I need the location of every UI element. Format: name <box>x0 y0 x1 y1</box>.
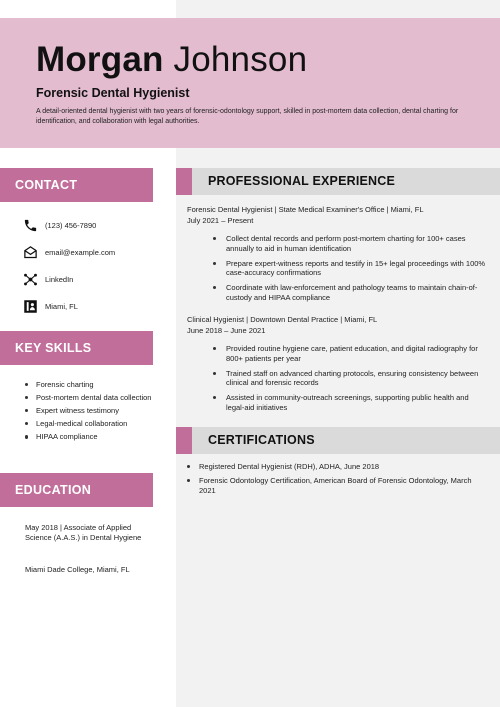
skill-item: HIPAA compliance <box>25 432 155 442</box>
education-school: Miami Dade College, Miami, FL <box>25 565 130 574</box>
certification-item: Registered Dental Hygienist (RDH), ADHA, June 2018 <box>187 462 487 472</box>
certifications-heading: CERTIFICATIONS <box>208 433 315 447</box>
contact-email <box>22 244 115 260</box>
education-heading: EDUCATION <box>0 473 153 507</box>
job-bullet: Trained staff on advanced charting protocols, ensuring consistency between clinical and forensic records <box>213 369 487 389</box>
job-bullet: Collect dental records and perform post-mortem charting for 100+ cases annually to aid in human identification <box>213 234 487 254</box>
experience-heading: PROFESSIONAL EXPERIENCE <box>208 174 396 188</box>
skills-heading: KEY SKILLS <box>0 331 153 365</box>
certifications-heading-bar <box>176 427 500 454</box>
location-text: Miami, FL <box>45 301 78 311</box>
heading-accent <box>176 168 192 195</box>
last-name: Johnson <box>173 40 308 79</box>
job-title-line: Forensic Dental Hygienist | State Medical Examiner's Office | Miami, FL <box>187 205 424 214</box>
first-name: Morgan <box>36 40 164 79</box>
heading-accent <box>176 427 192 454</box>
summary: A detail-oriented dental hygienist with two years of forensic-odontology support, skilled in post-mortem data collection, dental charting for identification, and collaboration with legal authorities. <box>36 108 459 125</box>
job-bullet: Coordinate with law-enforcement and pathology teams to maintain chain-of-custody and HIPAA compliance <box>213 283 487 303</box>
email-text[interactable]: email@example.com <box>45 247 116 257</box>
experience-heading-bar <box>176 168 500 195</box>
phone-text: (123) 456-7890 <box>45 220 97 230</box>
contact-heading: CONTACT <box>0 168 153 202</box>
job-entry <box>187 205 487 308</box>
job-title-line: Clinical Hygienist | Downtown Dental Practice | Miami, FL <box>187 315 378 324</box>
contact-linkedin <box>22 271 73 287</box>
job-bullets <box>187 234 487 303</box>
skills-list <box>25 380 155 445</box>
certifications-list <box>187 462 487 499</box>
job-dates: July 2021 – Present <box>187 215 254 225</box>
phone-icon <box>22 217 38 233</box>
candidate-name <box>36 40 464 80</box>
email-icon <box>22 244 38 260</box>
job-bullets <box>187 344 487 413</box>
linkedin-icon <box>22 271 38 287</box>
skill-item: Expert witness testimony <box>25 406 155 416</box>
contact-phone <box>22 217 96 233</box>
job-dates: June 2018 – June 2021 <box>187 325 266 335</box>
education-degree: May 2018 | Associate of Applied Science (A.A.S.) in Dental Hygiene <box>25 523 142 542</box>
skill-item: Post-mortem dental data collection <box>25 393 155 403</box>
job-title: Forensic Dental Hygienist <box>36 86 190 100</box>
contact-location <box>22 298 78 314</box>
location-icon <box>22 298 38 314</box>
job-bullet: Prepare expert-witness reports and testify in 15+ legal proceedings with 100% case-accuracy confirmations <box>213 259 487 279</box>
job-entry <box>187 315 487 418</box>
job-bullet: Provided routine hygiene care, patient education, and digital radiography for 800+ patients per year <box>213 344 487 364</box>
job-bullet: Assisted in community-outreach screenings, supporting public health and legal-aid initiatives <box>213 393 487 413</box>
skill-item: Forensic charting <box>25 380 155 390</box>
linkedin-text[interactable]: LinkedIn <box>45 274 74 284</box>
skill-item: Legal-medical collaboration <box>25 419 155 429</box>
certification-item: Forensic Odontology Certification, American Board of Forensic Odontology, March 2021 <box>187 476 487 496</box>
resume-header <box>0 18 500 148</box>
